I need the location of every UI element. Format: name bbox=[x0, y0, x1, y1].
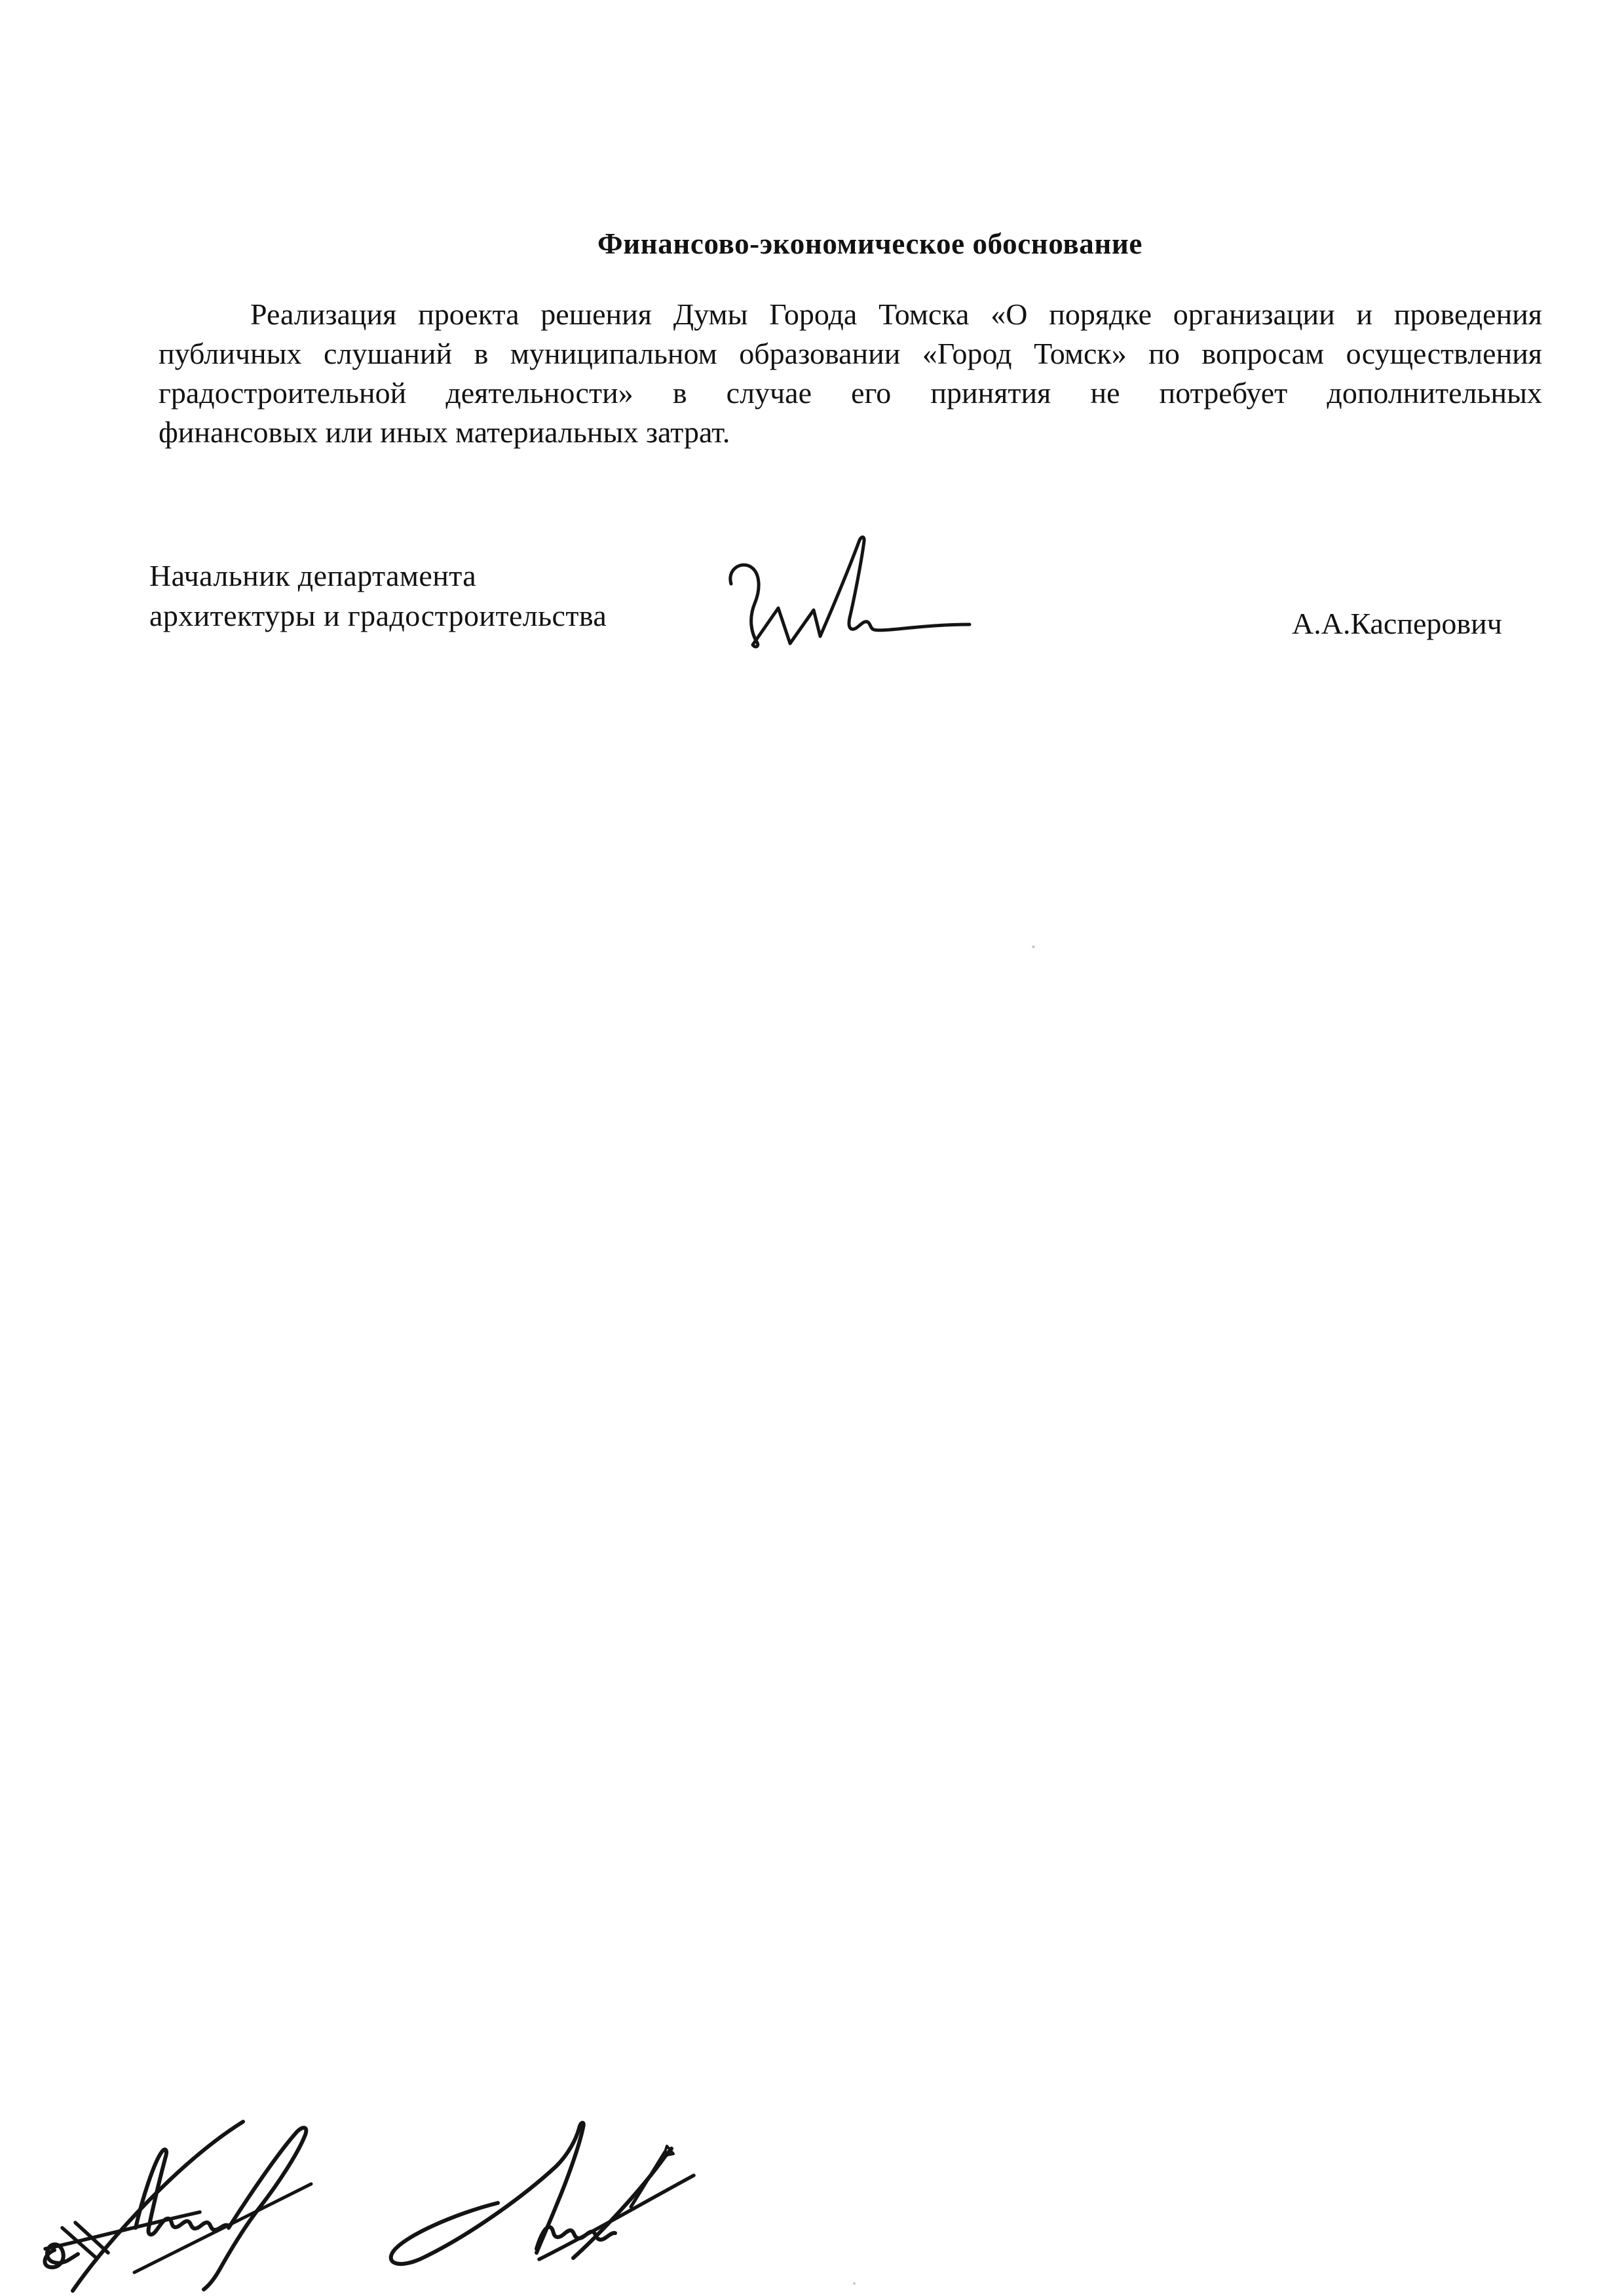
signer-name: А.А.Касперович bbox=[1292, 607, 1502, 640]
handwritten-signature-icon bbox=[726, 533, 988, 649]
scan-speck bbox=[1032, 946, 1035, 948]
body-paragraph bbox=[159, 295, 1542, 452]
paragraph-line: публичных слушаний в муниципальном образовании «Город Томск» по вопросам осуществления bbox=[159, 337, 1542, 370]
handwritten-signature-left-icon bbox=[36, 2115, 344, 2296]
paragraph-line: градостроительной деятельности» в случае его принятия не потребует дополнительных bbox=[159, 376, 1542, 410]
document-title: Финансово-экономическое обоснование bbox=[597, 227, 1142, 260]
paragraph-line: финансовых или иных материальных затрат. bbox=[159, 415, 730, 449]
signer-role-block bbox=[149, 556, 607, 636]
handwritten-signature-right-icon bbox=[383, 2118, 698, 2275]
scan-speck bbox=[853, 2282, 856, 2285]
signer-role-line: архитектуры и градостроительства bbox=[149, 599, 607, 632]
signer-role-line: Начальник департамента bbox=[149, 559, 477, 592]
paragraph-line: Реализация проекта решения Думы Города Томска «О порядке организации и проведения bbox=[250, 297, 1542, 331]
